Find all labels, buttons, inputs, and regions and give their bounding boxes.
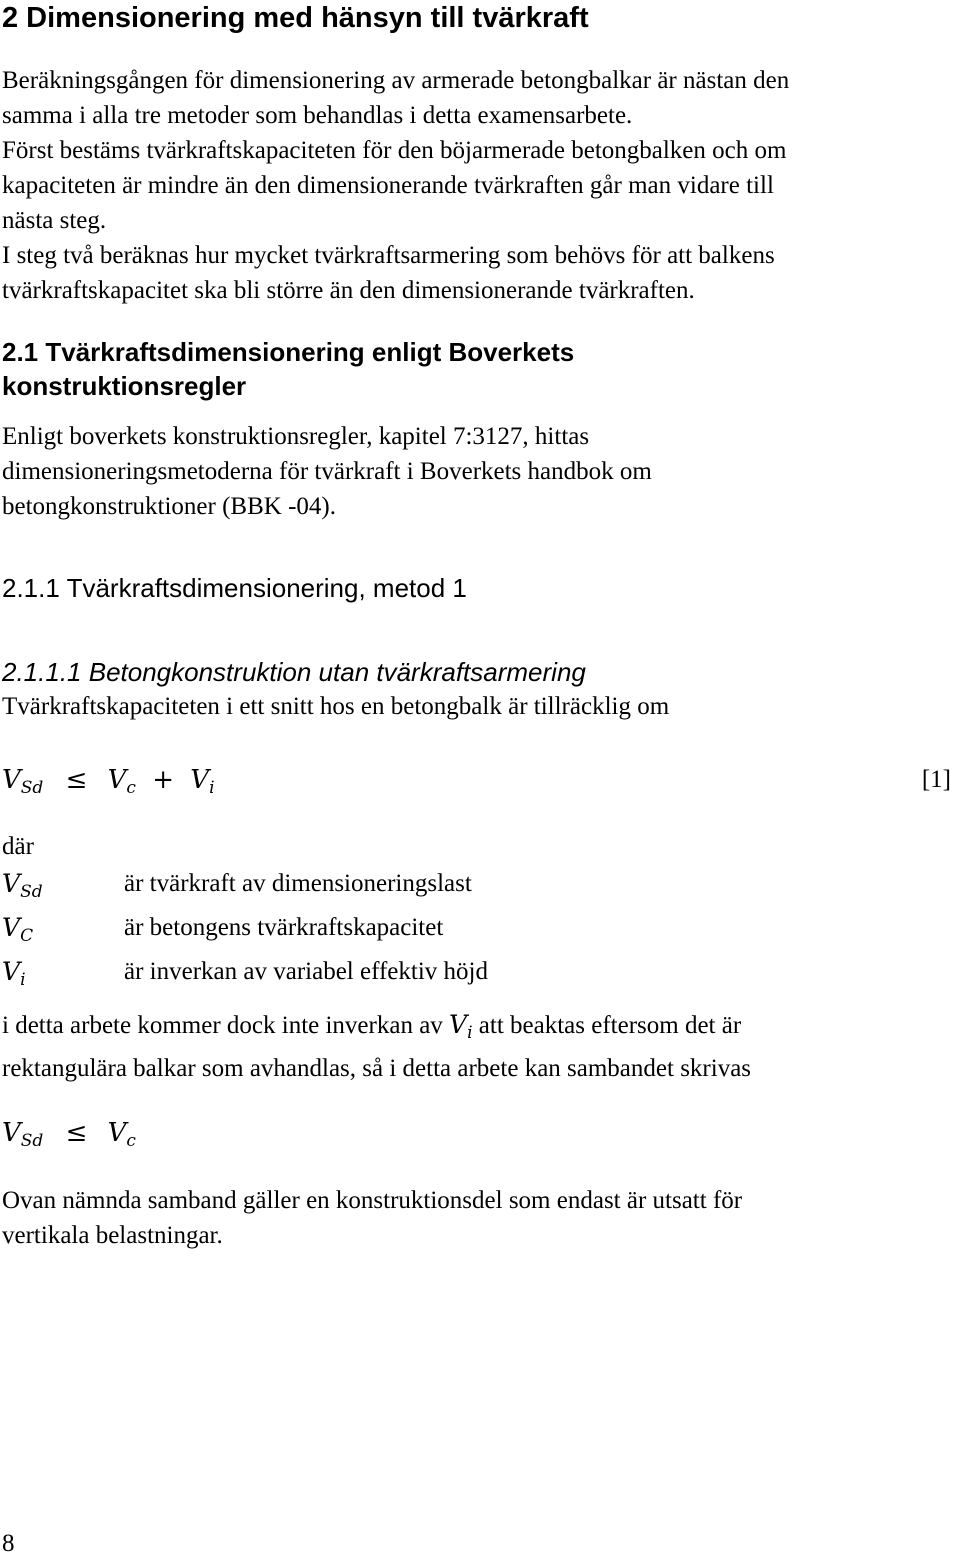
text-line: tvärkraftskapacitet ska bli större än den dimensionerande tvärkraften.	[2, 277, 695, 304]
equation-subscript: Sd	[20, 778, 44, 798]
text-line: samma i alla tre metoder som behandlas i detta examensarbete.	[2, 102, 633, 129]
leq-operator: ≤	[65, 765, 88, 795]
text-line: I steg två beräknas hur mycket tvärkraftsarmering som behövs för att balkens	[2, 242, 775, 269]
text-line: dimensioneringsmetoderna för tvärkraft i Boverkets handbok om	[2, 458, 652, 485]
inline-symbol: $V_i$	[449, 1010, 473, 1043]
note-paragraph	[2, 1007, 751, 1086]
definition-row	[2, 910, 488, 954]
intro-paragraph	[2, 63, 789, 308]
equation-subscript: c	[126, 778, 136, 798]
text-line: betongkonstruktioner (BBK -04).	[2, 493, 336, 520]
equation-symbol: V	[107, 1118, 127, 1148]
subsection-heading	[2, 335, 574, 403]
definitions-list	[2, 866, 488, 998]
subsection-heading-line: 2.1 Tvärkraftsdimensionering enligt Boverkets	[2, 337, 575, 367]
section-heading: 2 Dimensionering med hänsyn till tvärkraft	[2, 2, 589, 34]
equation-number: [1]	[921, 766, 951, 793]
equation-1	[2, 762, 215, 806]
subsection-paragraph	[2, 419, 652, 524]
paragraph-heading: 2.1.1.1 Betongkonstruktion utan tvärkraftsarmering	[2, 657, 586, 687]
closing-paragraph	[2, 1183, 742, 1253]
equation-symbol: V	[2, 765, 21, 795]
equation-subscript: Sd	[20, 1131, 44, 1151]
definition-symbol: $V_C$	[2, 913, 34, 946]
definition-text: är tvärkraft av dimensioneringslast	[124, 870, 472, 897]
lead-sentence: Tvärkraftskapaciteten i ett snitt hos en betongbalk är tillräcklig om	[2, 693, 670, 720]
plus-operator: +	[152, 765, 175, 795]
definition-symbol: $V_i$	[2, 957, 26, 990]
subsection-heading-line: konstruktionsregler	[2, 371, 247, 401]
subsubsection-heading: 2.1.1 Tvärkraftsdimensionering, metod 1	[2, 573, 467, 603]
text-line: rektangulära balkar som avhandlas, så i detta arbete kan sambandet skrivas	[2, 1055, 752, 1082]
equation-subscript: c	[126, 1131, 136, 1151]
text-line: nästa steg.	[2, 207, 107, 234]
equation-symbol: V	[190, 765, 210, 795]
equation-subscript: i	[209, 778, 215, 798]
text-line: vertikala belastningar.	[2, 1222, 223, 1249]
page-number: 8	[2, 1530, 15, 1557]
text-line: Enligt boverkets konstruktionsregler, kapitel 7:3127, hittas	[2, 423, 590, 450]
text-line: Beräkningsgången för dimensionering av armerade betongbalkar är nästan den	[2, 67, 790, 94]
definition-row	[2, 866, 488, 910]
equation-symbol: V	[2, 1118, 21, 1148]
text-line: i detta arbete kommer dock inte inverkan av $V_i$ att beaktas eftersom det är	[2, 1010, 742, 1043]
leq-operator: ≤	[65, 1118, 88, 1148]
definition-symbol: $V_{Sd}$	[2, 869, 43, 902]
definition-text: är inverkan av variabel effektiv höjd	[124, 958, 488, 985]
equation-2	[2, 1115, 136, 1159]
definition-row	[2, 954, 488, 998]
equation-symbol: V	[107, 765, 127, 795]
definition-text: är betongens tvärkraftskapacitet	[124, 914, 444, 941]
text-line: Ovan nämnda samband gäller en konstruktionsdel som endast är utsatt för	[2, 1187, 743, 1214]
text-line: kapaciteten är mindre än den dimensionerande tvärkraften går man vidare till	[2, 172, 774, 199]
text-line: Först bestäms tvärkraftskapaciteten för den böjarmerade betongbalken och om	[2, 137, 787, 164]
definitions-label: där	[2, 833, 34, 860]
